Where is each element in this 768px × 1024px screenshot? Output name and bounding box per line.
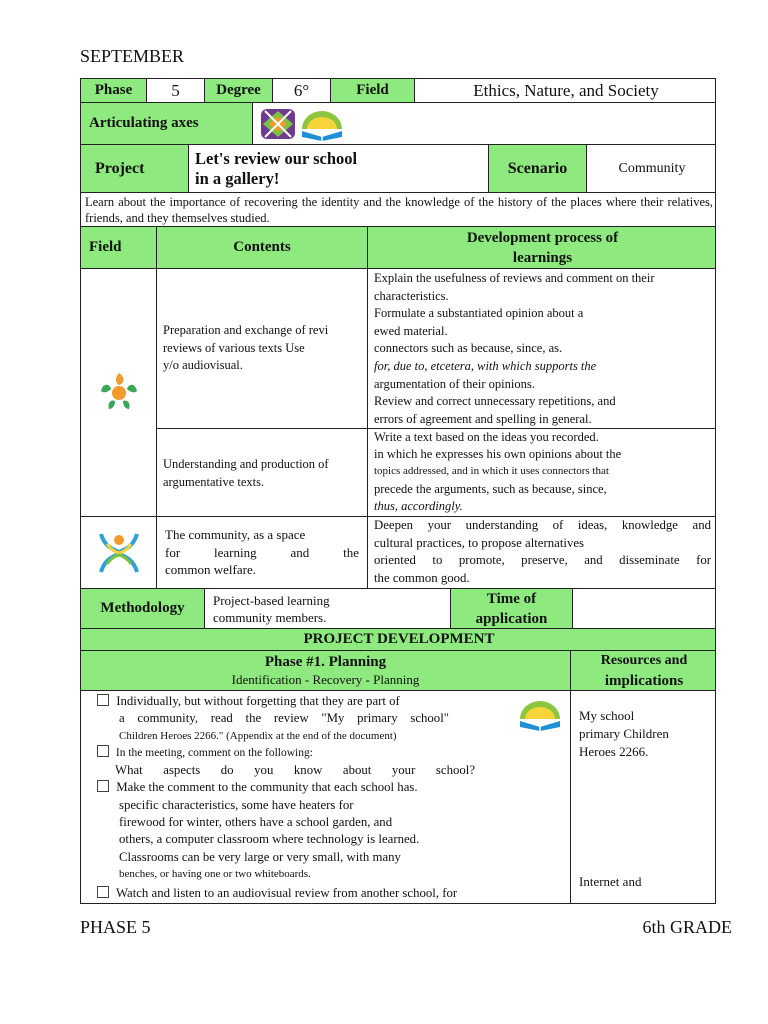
- block-3-content-line-3: common welfare.: [165, 562, 256, 578]
- activity-3-text: Make the comment to the community that each school has.: [113, 780, 418, 795]
- methodology-value: [205, 589, 451, 628]
- field-icon-cell: [81, 269, 157, 517]
- row-methodology: [81, 589, 715, 629]
- activity-3-line-2: specific characteristics, some have heaters for: [119, 797, 354, 812]
- activity-2: [97, 745, 562, 762]
- methodology-line-1: Project-based learning: [213, 592, 330, 608]
- block-3-contents: [157, 517, 368, 588]
- intro-text: Learn about the importance of recovering the identity and the knowledge of the history of the places where their relatives, friends, and they themselves studied.: [85, 194, 713, 225]
- field-icon-cell-2: [81, 517, 157, 588]
- block-1-content-line-2: reviews of various texts Use: [163, 340, 305, 355]
- row-project-development: [81, 629, 715, 651]
- row-articulating-axes: [81, 103, 715, 145]
- dev-3-line-2: cultural practices, to propose alternatives: [374, 535, 584, 550]
- block-2-content-line-1: Understanding and production of: [163, 456, 329, 471]
- head-development-line-2: learnings: [512, 249, 573, 266]
- resources-head: [571, 651, 716, 690]
- dev-1-line-2: characteristics.: [374, 288, 449, 303]
- resource-line-4: Internet and: [579, 874, 642, 889]
- activity-3: [97, 779, 562, 796]
- block-2-contents: [157, 429, 368, 516]
- project-title: [189, 145, 489, 192]
- activity-4: [97, 885, 562, 902]
- row-table-head: [81, 227, 715, 269]
- footer-grade: 6th GRADE: [642, 917, 732, 937]
- activity-1: [97, 693, 562, 710]
- resource-line-1: My school: [579, 708, 635, 723]
- reading-book-icon: [515, 697, 565, 731]
- activities-cell: [81, 691, 571, 904]
- head-field: Field: [81, 227, 157, 268]
- row-block-1-2: [81, 269, 715, 517]
- degree-value: 6°: [273, 79, 331, 102]
- phase1-title: Phase #1. Planning: [264, 653, 387, 670]
- project-development-title: PROJECT DEVELOPMENT: [303, 631, 495, 647]
- row-activities: [81, 691, 715, 904]
- dev-1-line-7: argumentation of their opinions.: [374, 376, 535, 391]
- block-1-contents: [157, 269, 368, 428]
- project-title-line-1: Let's review our school: [195, 148, 358, 168]
- time-label: [451, 589, 573, 628]
- time-label-line-1: Time of: [486, 590, 537, 607]
- footer-phase: PHASE 5: [80, 917, 151, 937]
- field-label: Field: [331, 79, 415, 102]
- activity-1-text: Individually, but without forgetting that they are part of: [113, 694, 400, 708]
- methodology-line-2: community members.: [213, 609, 327, 625]
- block-1-content-line-1: [163, 322, 328, 340]
- activity-1-line-2: a community, read the review "My primary school": [119, 711, 449, 726]
- head-development: [368, 227, 716, 268]
- activity-4-text: Watch and listen to an audiovisual review from another school, for: [113, 886, 458, 901]
- block-1-development: [368, 269, 716, 428]
- dev-2-line-2: in which he expresses his own opinions about the: [374, 447, 622, 462]
- block-1-content-line-3: y/o audiovisual.: [163, 358, 243, 373]
- scenario-label: Scenario: [489, 145, 587, 192]
- dev-2-line-4: precede the arguments, such as because, since,: [374, 481, 607, 496]
- axes-icons: [253, 103, 716, 144]
- head-contents: Contents: [157, 227, 368, 268]
- block-2: [157, 429, 716, 517]
- methodology-label: Methodology: [81, 589, 205, 628]
- axes-label: Articulating axes: [81, 103, 253, 144]
- dev-3-line-3: oriented to promote, preserve, and disseminate for: [374, 553, 711, 567]
- activity-3-line-4: others, a computer classroom where technology is learned.: [119, 832, 420, 847]
- block-2-content-line-2: argumentative texts.: [163, 474, 265, 489]
- phase1-title-cell: [81, 651, 571, 690]
- interculturality-icon: [259, 107, 297, 141]
- reading-book-icon: [299, 107, 345, 141]
- activity-3-line-3: firewood for winter, others have a school garden, and: [119, 815, 393, 830]
- resources-head-line-1: Resources and: [600, 652, 688, 668]
- page-month: SEPTEMBER: [80, 46, 185, 66]
- resources-head-line-2: implications: [604, 672, 684, 689]
- dev-3-line-1: Deepen your understanding of ideas, knowledge and: [374, 518, 711, 532]
- block-1: [157, 269, 716, 429]
- dev-1-line-6: for, due to, etcetera, with which supports the: [374, 358, 597, 373]
- row-project: [81, 145, 715, 193]
- activity-3-line-6: benches, or having one or two whiteboards.: [119, 867, 311, 880]
- human-community-icon: [95, 530, 143, 576]
- phase-label: Phase: [81, 79, 147, 102]
- time-label-line-2: application: [475, 610, 548, 627]
- dev-1-line-9: errors of agreement and spelling in general.: [374, 411, 592, 426]
- block-1-content-a: Preparation and exchange of revi: [163, 323, 329, 338]
- activity-2-text: In the meeting, comment on the following:: [113, 746, 313, 759]
- dev-1-line-8: Review and correct unnecessary repetitions, and: [374, 394, 616, 409]
- dev-1-line-5: connectors such as because, since, as.: [374, 341, 563, 356]
- dev-1-line-1: Explain the usefulness of reviews and comment on their: [374, 271, 655, 285]
- block-3-development: [368, 517, 716, 588]
- scenario-value: Community: [618, 160, 686, 176]
- checkbox-icon: [97, 745, 109, 757]
- resource-line-3: Heroes 2266.: [579, 744, 649, 759]
- dev-2-line-5: thus, accordingly.: [374, 498, 463, 513]
- row-phase: [81, 79, 715, 103]
- phase-value: 5: [147, 79, 205, 102]
- time-value: [573, 589, 716, 628]
- dev-1-line-3: Formulate a substantiated opinion about a: [374, 306, 584, 321]
- resource-line-2: primary Children: [579, 726, 669, 741]
- head-development-line-1: Development process of: [466, 229, 619, 246]
- activity-3-line-5: Classrooms can be very large or very small, with many: [119, 849, 401, 864]
- block-3-content-line-1: The community, as a space: [165, 527, 306, 543]
- dev-3-line-4: the common good.: [374, 570, 470, 585]
- phase1-subtitle: Identification - Recovery - Planning: [231, 671, 420, 687]
- project-title-line-2: in a gallery!: [195, 168, 280, 188]
- degree-label: Degree: [205, 79, 273, 102]
- row-phase1-head: [81, 651, 715, 691]
- project-label: Project: [81, 145, 189, 192]
- activity-2-line-2: What aspects do you know about your school?: [115, 763, 475, 778]
- block-3-content-line-2: for learning and the: [165, 544, 359, 560]
- dev-2-line-1: Write a text based on the ideas you recorded.: [374, 430, 599, 444]
- checkbox-icon: [97, 694, 109, 706]
- block-2-development: [368, 429, 716, 516]
- resources-cell: [571, 691, 716, 904]
- ethics-nature-society-icon: [95, 369, 143, 417]
- planning-table: [80, 78, 716, 904]
- checkbox-icon: [97, 886, 109, 898]
- checkbox-icon: [97, 780, 109, 792]
- dev-1-line-4: ewed material.: [374, 323, 448, 338]
- field-value: Ethics, Nature, and Society: [473, 80, 659, 100]
- dev-2-line-3: topics addressed, and in which it uses connectors that: [374, 465, 609, 478]
- row-intro: [81, 193, 715, 227]
- row-block-3: [81, 517, 715, 589]
- activity-1-line-3: Children Heroes 2266." (Appendix at the end of the document): [119, 729, 397, 742]
